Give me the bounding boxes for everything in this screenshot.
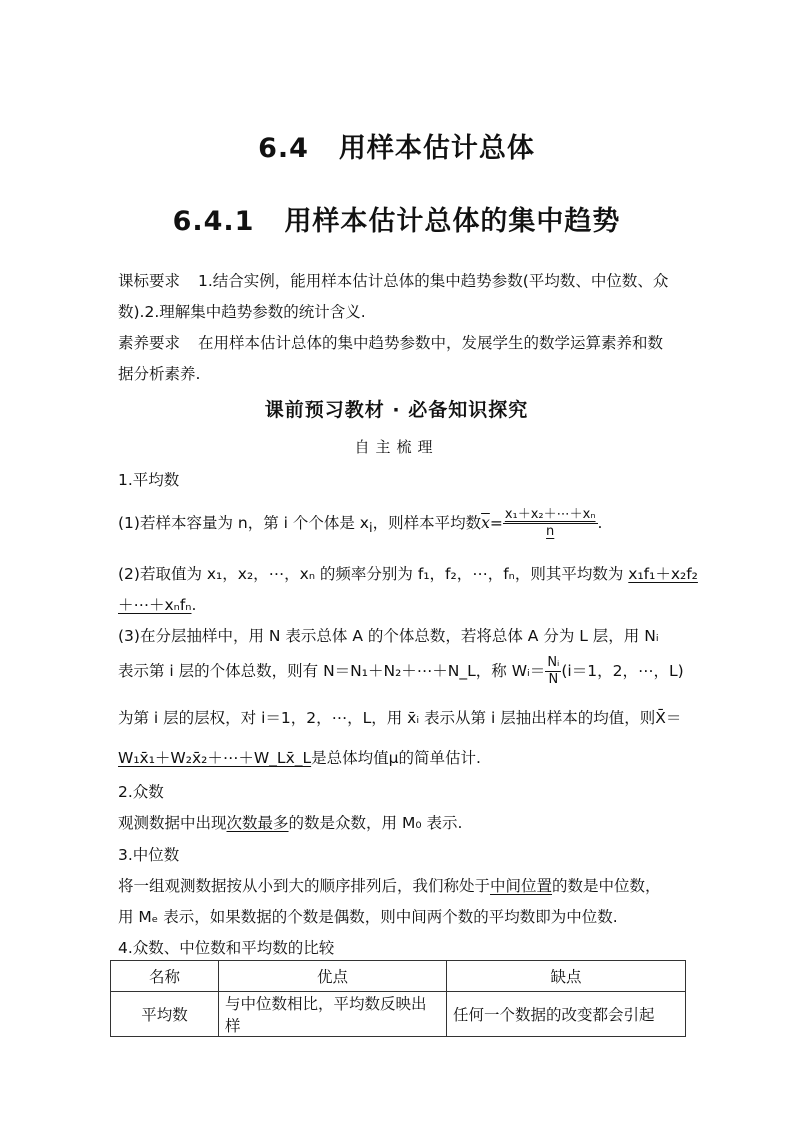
mean-p1-prefix: (1)若样本容量为 n，第 i 个个体是 x [118, 514, 369, 532]
mean-paragraph-1 [118, 507, 688, 540]
table-header-cell: 优点 [219, 961, 447, 992]
mean-p3-line2-b: (i＝1，2，⋯，L) [561, 662, 684, 680]
page-title [0, 126, 793, 165]
median-heading: 3.中位数 [118, 846, 180, 864]
mean-paragraph-3-line4 [118, 746, 688, 768]
mode-text-b: 的数是众数，用 M₀ 表示. [288, 814, 463, 832]
table-header-cell: 缺点 [447, 961, 686, 992]
mean-paragraph-3-line2 [118, 655, 688, 688]
table-cell: 平均数 [111, 992, 219, 1037]
mean-p2-end: . [191, 596, 197, 614]
table-cell: 任何一个数据的改变都会引起 [447, 992, 686, 1037]
mode-answer: 次数最多 [226, 814, 289, 832]
table-cell: 与中位数相比，平均数反映出样 [219, 992, 447, 1037]
layer-weight-numerator: Nᵢ [547, 655, 560, 670]
mean-p3-end: 是总体均值μ的简单估计. [311, 749, 481, 767]
mean-paragraph-2-cont [118, 593, 688, 615]
mean-p1-end: . [597, 514, 603, 532]
subtitle-text: 用样本估计总体的集中趋势 [284, 206, 621, 237]
mean-paragraph-3-line3: 为第 i 层的层权，对 i＝1，2，⋯，L，用 x̄ᵢ 表示从第 i 层抽出样本的均值，则X̄＝ [118, 709, 682, 727]
mean-p3-answer: W₁x̄₁＋W₂x̄₂＋⋯＋W_Lx̄_L [118, 749, 312, 767]
title-text: 用样本估计总体 [338, 133, 535, 164]
course-label: 课标要求 [118, 272, 181, 290]
course-requirements [118, 266, 678, 328]
literacy-text: 在用样本估计总体的集中趋势参数中，发展学生的数学运算素养和数据分析素养. [118, 334, 664, 383]
table-header-cell: 名称 [111, 961, 219, 992]
mode-text-a: 观测数据中出现 [118, 814, 227, 832]
mean-p1-sub: i [368, 521, 373, 537]
layer-weight-denominator: N [548, 672, 559, 687]
table-header-row [111, 961, 686, 992]
subtitle-number: 6.4.1 [172, 206, 255, 237]
layer-weight-fraction [545, 655, 561, 688]
table-row [111, 992, 686, 1037]
median-line-2: 用 Mₑ 表示，如果数据的个数是偶数，则中间两个数的平均数即为中位数. [118, 908, 618, 926]
mean-p1-eq: = [489, 514, 503, 532]
median-line1-a: 将一组观测数据按从小到大的顺序排列后，我们称处于 [118, 877, 491, 895]
mean-p2-line1: (2)若取值为 x₁，x₂，⋯，xₙ 的频率分别为 f₁，f₂，⋯，fₙ，则其平均数为 [118, 565, 624, 583]
mean-paragraph-3-line1: (3)在分层抽样中，用 N 表示总体 A 的个体总数，若将总体 A 分为 L 层，用 Nᵢ [118, 627, 659, 645]
mean-p1-mid: ，则样本平均数 [372, 514, 482, 532]
compare-heading: 4.众数、中位数和平均数的比较 [118, 939, 335, 957]
median-line1-b: 的数是中位数， [552, 877, 661, 895]
median-line-1 [118, 874, 688, 896]
mode-heading: 2.众数 [118, 783, 164, 801]
comparison-table [110, 960, 686, 1037]
mean-heading: 1.平均数 [118, 471, 180, 489]
mean-p2-answer-2: ＋⋯＋xₙfₙ [118, 596, 192, 614]
section-subheading: 自主梳理 [354, 438, 439, 456]
median-answer: 中间位置 [490, 877, 553, 895]
title-number: 6.4 [258, 133, 309, 164]
mean-paragraph-2 [118, 562, 698, 584]
mean-p2-answer-1: x₁f₁＋x₂f₂ [628, 565, 698, 583]
page-subtitle [0, 199, 793, 238]
mean-formula-fraction [503, 507, 598, 540]
mean-p3-line2-a: 表示第 i 层的个体总数，则有 N＝N₁＋N₂＋⋯＋N_L，称 Wᵢ＝ [118, 662, 546, 680]
course-text: 1.结合实例，能用样本估计总体的集中趋势参数(平均数、中位数、众数).2.理解集中趋势参数的统计含义. [118, 272, 669, 321]
mean-formula-numerator: x₁＋x₂＋⋯＋xₙ [504, 507, 596, 522]
mode-text [118, 811, 688, 833]
mean-p1-var: $\overline{x}$ [481, 514, 490, 532]
literacy-requirements [118, 328, 678, 390]
section-heading: 课前预习教材 · 必备知识探究 [264, 399, 529, 421]
mean-formula-denominator: n [546, 524, 555, 539]
literacy-label: 素养要求 [118, 334, 181, 352]
